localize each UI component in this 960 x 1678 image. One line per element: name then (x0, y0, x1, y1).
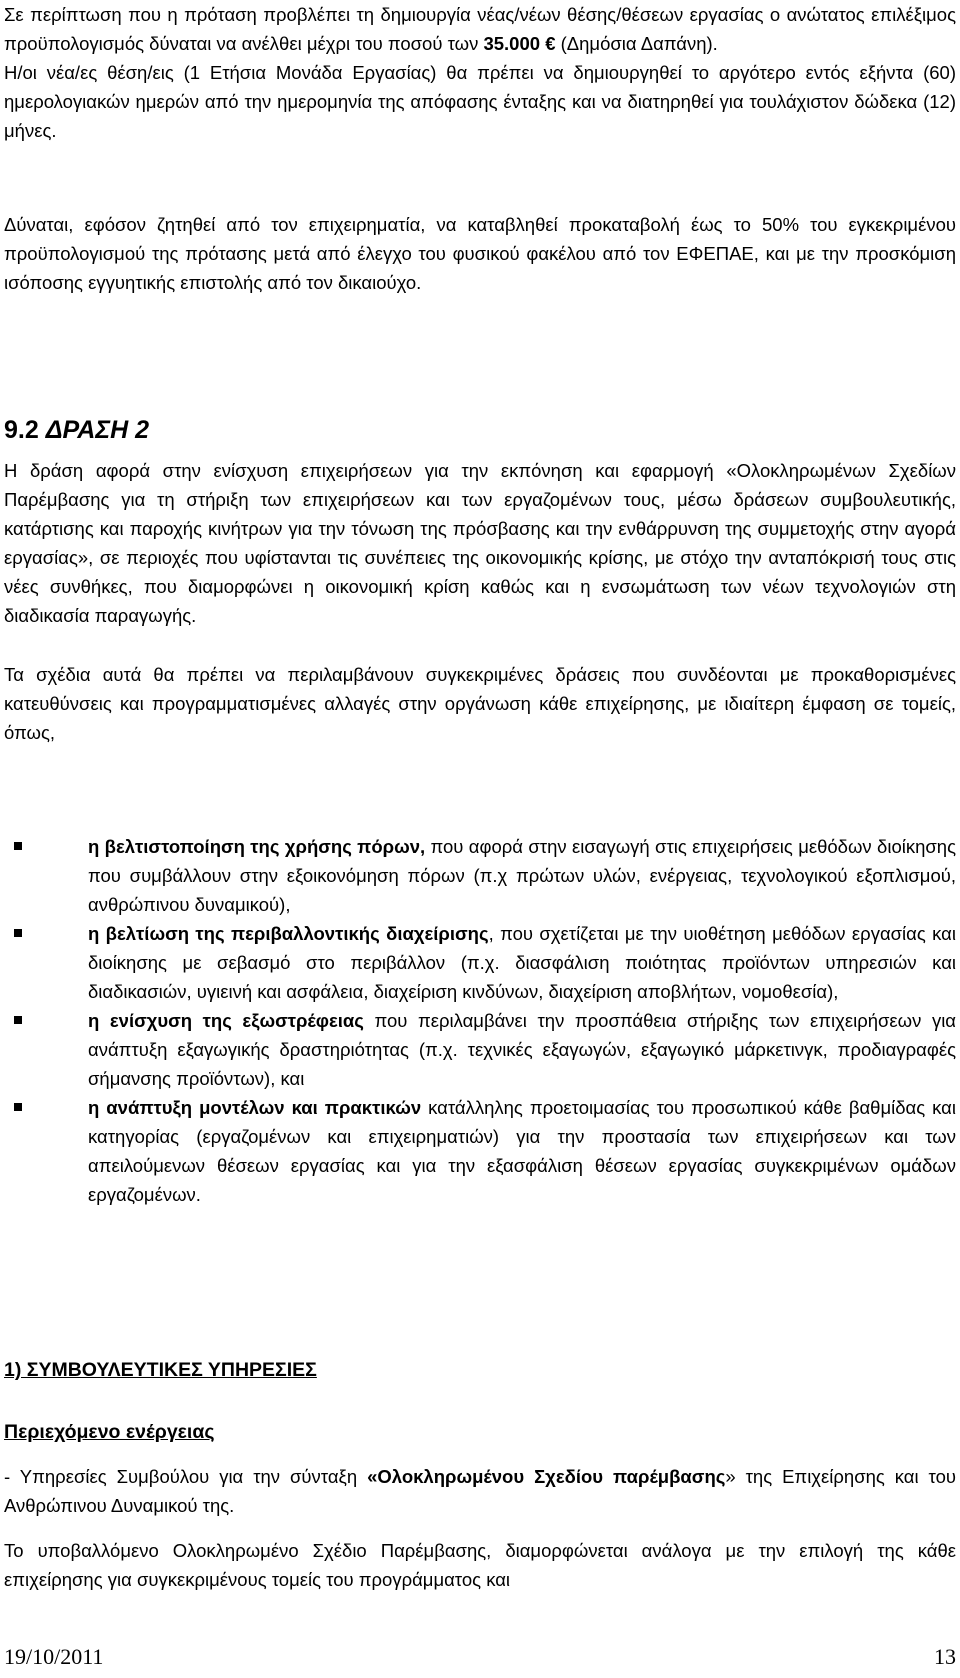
list-item (4, 1093, 956, 1209)
square-bullet-icon (14, 1103, 22, 1111)
list-item-text: που περιλαμβάνει την προσπάθεια στήριξης των επιχειρήσεων για ανάπτυξη εξαγωγικής δραστηριότητας (π.χ. τεχνικές εξαγωγών, εξαγωγικό μάρκετινγκ, προδιαγραφές σήμανσης προϊόντων), και (88, 1010, 956, 1089)
list-item (4, 919, 956, 1006)
footer-page-number: 13 (934, 1644, 956, 1669)
services-paragraph (4, 1462, 956, 1520)
section-number: 9.2 (4, 416, 46, 444)
list-item-text: που αφορά στην εισαγωγή στις επιχειρήσεις μεθόδων διοίκησης που συμβάλλουν στην εξοικονόμηση πόρων (π.χ πρώτων υλών, ενέργειας, τεχνολογικού εξοπλισμού, ανθρώπινου δυναμικού), (88, 836, 957, 915)
subsection-title: 1) ΣΥΜΒΟΥΛΕΥΤΙΚΕΣ ΥΠΗΡΕΣΙΕΣ (4, 1359, 317, 1381)
section-title: ΔΡΑΣΗ 2 (45, 416, 150, 444)
content-title: Περιεχόμενο ενέργειας (4, 1421, 215, 1443)
list-item (4, 832, 956, 919)
square-bullet-icon (14, 842, 22, 850)
list-item-bold: η βελτίωση της περιβαλλοντικής διαχείρισης (88, 923, 489, 944)
job-creation-deadline-text: Η/οι νέα/ες θέση/εις (1 Ετήσια Μονάδα Εργασίας) θα πρέπει να δημιουργηθεί το αργότερο εντός εξήντα (60) ημερολογιακών ημερών από την ημερομηνία της απόφασης ένταξης και να διατηρηθεί για τουλάχιστον δώδεκα (12) μήνες. (4, 62, 956, 141)
services-prefix: - Υπηρεσίες Συμβούλου για την σύνταξη (4, 1466, 368, 1487)
list-item-text: κατάλληλης προετοιμασίας του προσωπικού κάθε βαθμίδας και κατηγορίας (εργαζομένων και επιχειρηματιών) για την προστασία των επιχειρήσεων και των απειλούμενων θέσεων εργασίας και για την εξασφάλιση θέσεων εργασίας συγκεκριμένων ομάδων εργαζομένων. (88, 1097, 956, 1205)
square-bullet-icon (14, 929, 22, 937)
list-item-bold: η ανάπτυξη μοντέλων και πρακτικών (88, 1097, 422, 1118)
list-item-bold: η ενίσχυση της εξωστρέφειας (88, 1010, 364, 1031)
footer-date: 19/10/2011 (4, 1644, 104, 1669)
focus-areas-list (4, 832, 956, 1209)
list-item-bold: η βελτιστοποίηση της χρήσης πόρων, (88, 836, 426, 857)
square-bullet-icon (14, 1016, 22, 1024)
list-item-text: , που σχετίζεται με την υιοθέτηση μεθόδων εργασίας και διοίκησης με σεβασμό στο περιβάλλον (π.χ. διασφάλιση ποιότητας προϊόντων υπηρεσιών και διαδικασιών, υγιεινή και ασφάλεια, διαχείριση κινδύνων, διαχείριση αποβλήτων, νομοθεσία), (88, 923, 956, 1002)
intervention-plan-paragraph: Το υποβαλλόμενο Ολοκληρωμένο Σχέδιο Παρέμβασης, διαμορφώνεται ανάλογα με την επιλογή της κάθε επιχείρησης για συγκεκριμένους τομείς του προγράμματος και (4, 1540, 956, 1590)
new-jobs-text: Σε περίπτωση που η πρόταση προβλέπει τη δημιουργία νέας/νέων θέσης/θέσεων εργασίας ο ανώτατος επιλέξιμος προϋπολογισμός δύναται να ανέλθει μέχρι του ποσού των (4, 4, 956, 54)
action-description-paragraph: Η δράση αφορά στην ενίσχυση επιχειρήσεων για την εκπόνηση και εφαρμογή «Ολοκληρωμένων Σχεδίων Παρέμβασης για τη στήριξη των επιχειρήσεων και των εργαζομένων τους, μέσω δράσεων συμβουλευτικής, κατάρτισης και παροχής κινήτρων για την τόνωση της πρόσβασης και την ενθάρρυνση της συμμετοχής στην αγορά εργασίας», σε περιοχές που υφίστανται τις συνέπειες της οικονομικής κρίσης, με στόχο την ανταπόκρισή τους στις νέες συνθήκες, που διαμορφώνει η οικονομική κρίση καθώς και η ενσωμάτωση των νέων τεχνολογιών στη διαδικασία παραγωγής. (4, 460, 956, 626)
plans-paragraph: Τα σχέδια αυτά θα πρέπει να περιλαμβάνουν συγκεκριμένες δράσεις που συνδέονται με προκαθορισμένες κατευθύνσεις και προγραμματισμένες αλλαγές στην οργάνωση κάθε επιχείρησης, με ιδιαίτερη έμφαση σε τομείς, όπως, (4, 664, 956, 743)
public-expense-text: (Δημόσια Δαπάνη). (555, 33, 718, 54)
new-jobs-paragraph (4, 0, 956, 145)
list-item (4, 1006, 956, 1093)
integrated-plan-bold: «Ολοκληρωμένου Σχεδίου παρέμβασης (367, 1466, 726, 1487)
budget-amount: 35.000 € (483, 33, 556, 54)
services-suffix: » της Επιχείρησης και του Ανθρώπινου Δυναμικού της. (4, 1466, 957, 1516)
advance-payment-paragraph: Δύναται, εφόσον ζητηθεί από τον επιχειρηματία, να καταβληθεί προκαταβολή έως το 50% του εγκεκριμένου προϋπολογισμού της πρότασης μετά από έλεγχο του φυσικού φακέλου από τον ΕΦΕΠΑΕ, και με την προσκόμιση ισόποσης εγγυητικής επιστολής από τον δικαιούχο. (4, 214, 956, 293)
section-heading (4, 414, 149, 446)
